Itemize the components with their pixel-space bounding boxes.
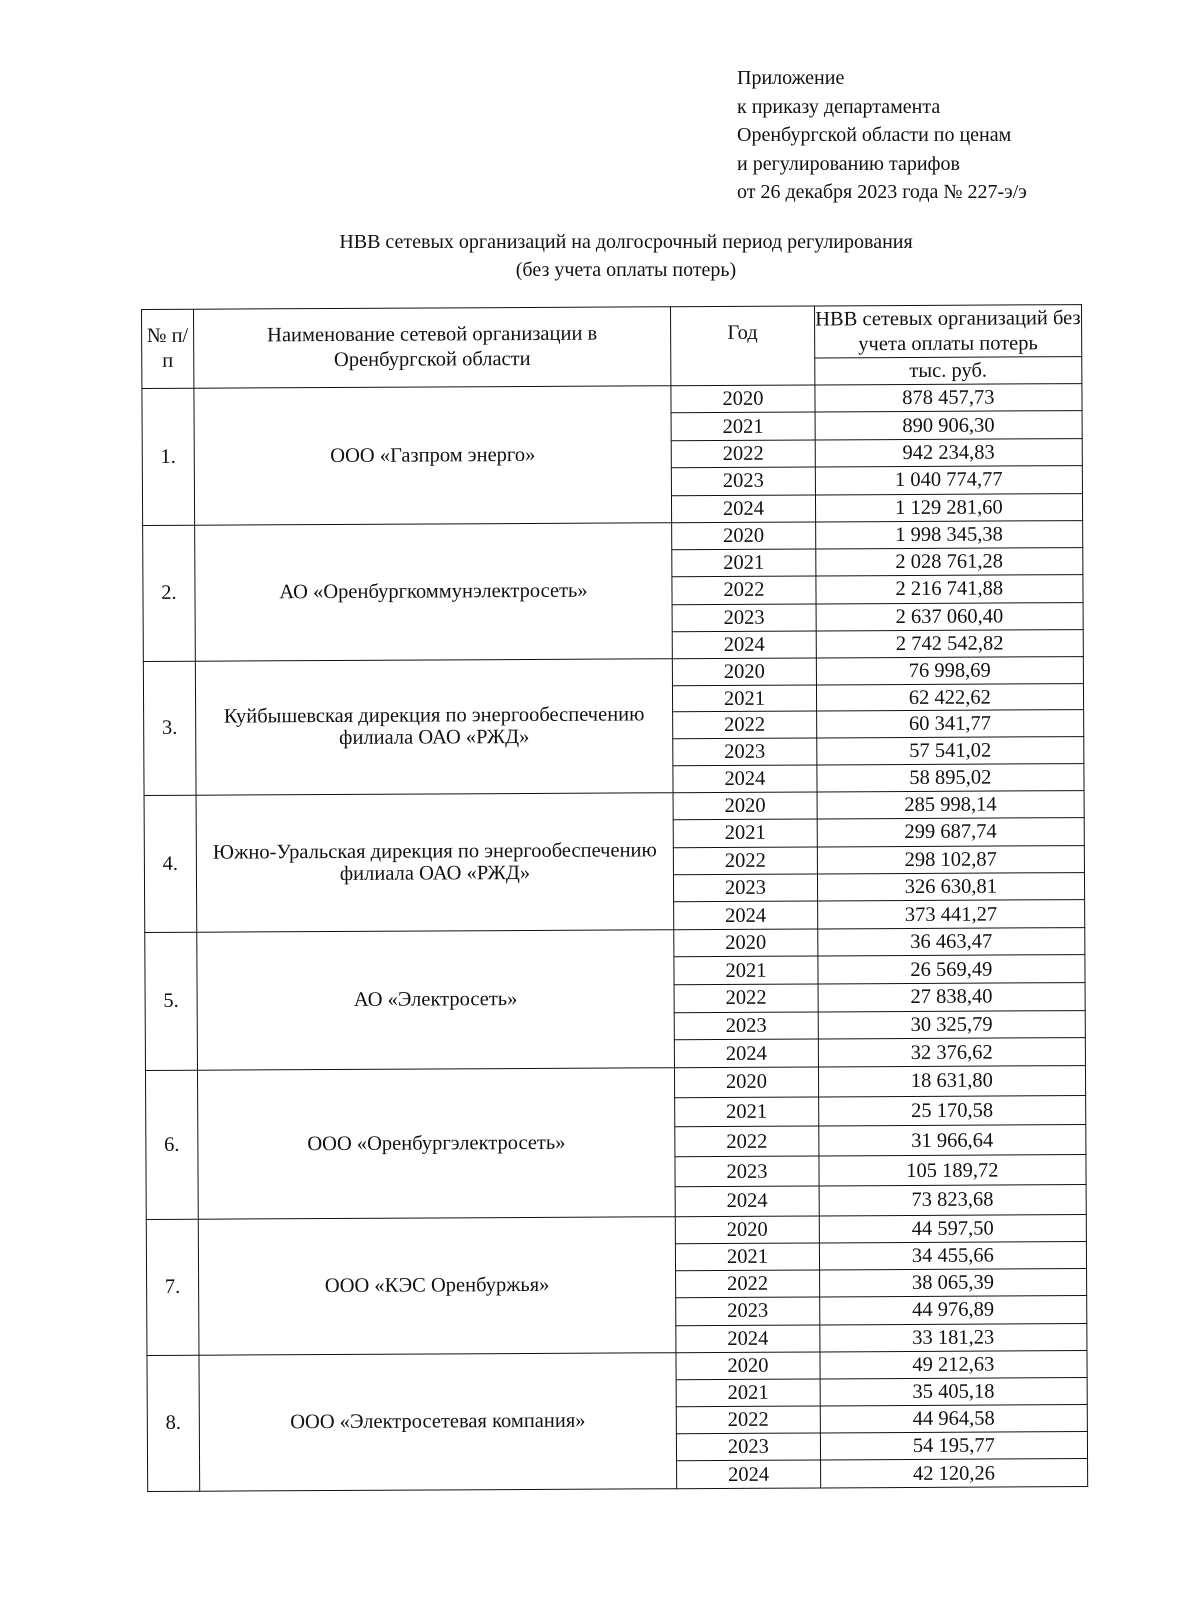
value-cell: 373 441,27: [817, 900, 1084, 929]
year-cell: 2023: [677, 1433, 821, 1461]
year-cell: 2022: [672, 576, 816, 604]
year-cell: 2023: [676, 1297, 820, 1325]
org-name: Куйбышевская дирекция по энергообеспечению филиала ОАО «РЖД»: [195, 659, 673, 795]
org-number: 2.: [143, 525, 196, 661]
year-cell: 2020: [675, 1067, 819, 1098]
org-number: 1.: [142, 388, 195, 525]
year-cell: 2022: [675, 1126, 819, 1157]
value-cell: 2 742 542,82: [816, 629, 1083, 658]
value-cell: 299 687,74: [817, 818, 1084, 847]
value-cell: 18 631,80: [818, 1065, 1085, 1096]
year-cell: 2024: [672, 631, 816, 659]
org-number: 5.: [145, 932, 198, 1070]
value-cell: 1 998 345,38: [815, 521, 1082, 550]
title-line-2: (без учета оплаты потерь): [515, 259, 737, 281]
year-cell: 2024: [672, 495, 816, 523]
nvv-table: [141, 304, 1088, 1492]
value-cell: 33 181,23: [820, 1323, 1087, 1352]
value-cell: 2 637 060,40: [816, 602, 1083, 631]
year-cell: 2021: [676, 1243, 820, 1271]
value-cell: 36 463,47: [817, 927, 1084, 956]
value-cell: 30 325,79: [818, 1010, 1085, 1039]
value-cell: 44 976,89: [819, 1296, 1086, 1325]
year-cell: 2021: [673, 819, 817, 847]
value-cell: 942 234,83: [815, 438, 1082, 467]
year-cell: 2021: [671, 412, 815, 440]
value-cell: 298 102,87: [817, 845, 1084, 874]
value-cell: 35 405,18: [820, 1377, 1087, 1406]
header-year: Год: [671, 306, 815, 386]
appendix-line: Приложение: [737, 67, 845, 89]
org-number: 7.: [146, 1219, 199, 1355]
year-cell: 2024: [674, 901, 818, 929]
appendix-line: Оренбургской области по ценам: [737, 124, 1012, 146]
year-cell: 2022: [676, 1406, 820, 1434]
appendix-line: и регулированию тарифов: [737, 152, 960, 175]
year-cell: 2021: [673, 685, 817, 713]
org-name: АО «Оренбургкоммунэлектросеть»: [194, 523, 672, 661]
value-cell: 32 376,62: [818, 1038, 1085, 1067]
year-cell: 2023: [672, 467, 816, 495]
org-number: 6.: [145, 1070, 198, 1219]
year-cell: 2022: [673, 711, 817, 739]
year-cell: 2020: [673, 792, 817, 820]
value-cell: 2 028 761,28: [815, 548, 1082, 577]
value-cell: 60 341,77: [816, 710, 1083, 738]
header-name: Наименование сетевой организации в Оренбургской области: [193, 307, 671, 388]
year-cell: 2022: [674, 847, 818, 875]
appendix-header: [737, 64, 1027, 207]
year-cell: 2020: [676, 1352, 820, 1380]
value-cell: 2 216 741,88: [816, 575, 1083, 604]
year-cell: 2023: [674, 1012, 818, 1040]
title-line-1: НВВ сетевых организаций на долгосрочный период регулирования: [339, 231, 913, 253]
value-cell: 1 040 774,77: [815, 466, 1082, 495]
year-cell: 2024: [676, 1324, 820, 1352]
year-cell: 2020: [675, 1216, 819, 1244]
org-name: Южно-Уральская дирекция по энергообеспечению филиала ОАО «РЖД»: [196, 793, 674, 932]
value-cell: 26 569,49: [818, 955, 1085, 984]
org-number: 3.: [143, 661, 196, 795]
year-cell: 2021: [672, 549, 816, 577]
value-cell: 25 170,58: [818, 1095, 1085, 1126]
year-cell: 2024: [673, 765, 817, 793]
org-name: АО «Электросеть»: [197, 930, 675, 1070]
appendix-line: от 26 декабря 2023 года № 227-э/э: [737, 181, 1027, 203]
value-cell: 73 823,68: [819, 1185, 1086, 1216]
value-cell: 34 455,66: [819, 1242, 1086, 1271]
year-cell: 2023: [674, 874, 818, 902]
year-cell: 2024: [675, 1186, 819, 1217]
value-cell: 285 998,14: [817, 790, 1084, 819]
year-cell: 2023: [672, 603, 816, 631]
value-cell: 38 065,39: [819, 1269, 1086, 1298]
value-cell: 326 630,81: [817, 873, 1084, 902]
value-cell: 44 964,58: [820, 1405, 1087, 1434]
value-cell: 62 422,62: [816, 683, 1083, 711]
org-number: 4.: [144, 795, 197, 932]
value-cell: 49 212,63: [820, 1350, 1087, 1379]
value-cell: 1 129 281,60: [815, 493, 1082, 522]
year-cell: 2024: [677, 1460, 821, 1488]
org-name: ООО «КЭС Оренбуржья»: [198, 1216, 676, 1354]
year-cell: 2022: [671, 440, 815, 468]
appendix-line: к приказу департамента: [737, 95, 941, 118]
header-num: № п/п: [142, 309, 194, 388]
year-cell: 2024: [675, 1039, 819, 1067]
value-cell: 76 998,69: [816, 656, 1083, 684]
header-unit: тыс. руб.: [814, 357, 1081, 385]
year-cell: 2020: [672, 522, 816, 550]
year-cell: 2020: [674, 929, 818, 957]
org-number: 8.: [147, 1355, 200, 1491]
value-cell: 54 195,77: [820, 1432, 1087, 1461]
year-cell: 2023: [675, 1156, 819, 1187]
org-name: ООО «Оренбургэлектросеть»: [197, 1068, 675, 1219]
header-value: НВВ сетевых организаций без учета оплаты потерь: [814, 305, 1082, 358]
value-cell: 105 189,72: [819, 1155, 1086, 1186]
value-cell: 27 838,40: [818, 983, 1085, 1012]
value-cell: 44 597,50: [819, 1214, 1086, 1243]
year-cell: 2022: [676, 1270, 820, 1298]
value-cell: 58 895,02: [817, 764, 1084, 792]
value-cell: 31 966,64: [818, 1125, 1085, 1156]
value-cell: 878 457,73: [815, 384, 1082, 413]
year-cell: 2023: [673, 738, 817, 766]
document-title: [0, 228, 1200, 284]
year-cell: 2021: [676, 1379, 820, 1407]
table-row: [145, 1065, 1085, 1100]
year-cell: 2020: [671, 385, 815, 413]
year-cell: 2022: [674, 984, 818, 1012]
year-cell: 2021: [674, 956, 818, 984]
value-cell: 57 541,02: [816, 737, 1083, 765]
year-cell: 2020: [673, 658, 817, 686]
org-name: ООО «Электросетевая компания»: [199, 1352, 677, 1490]
year-cell: 2021: [675, 1097, 819, 1128]
value-cell: 890 906,30: [815, 411, 1082, 440]
org-name: ООО «Газпром энерго»: [194, 386, 672, 525]
value-cell: 42 120,26: [820, 1459, 1087, 1488]
